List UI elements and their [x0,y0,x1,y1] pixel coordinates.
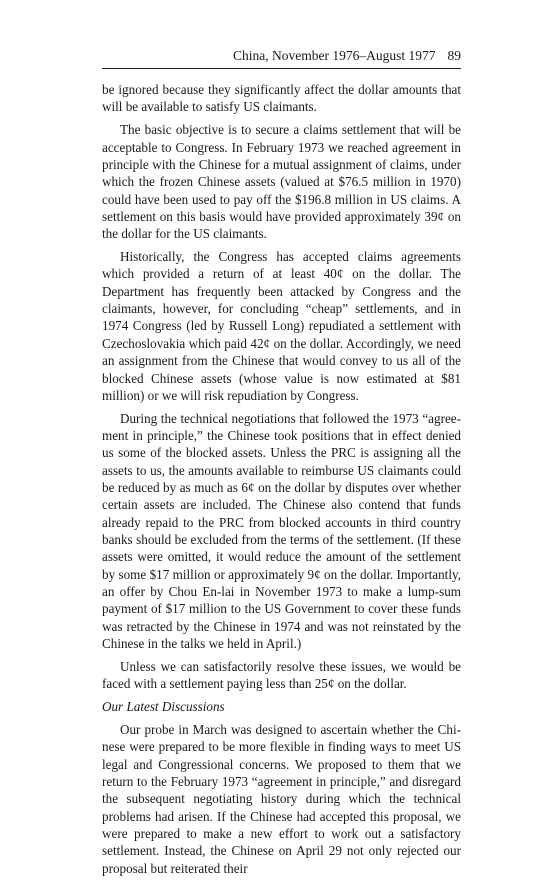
running-title: China, November 1976–August 1977 [233,48,436,63]
paragraph-our-probe: Our probe in March was designed to ascertain whether the Chinese were prepared to be more flexible in finding ways to meet US legal and Congressional concerns. We proposed to them that we return to the February 1973 “agreement in principle,” and disregard the subsequent negotiating history during which the technical problems had arisen. If the Chinese had accepted this proposal, we were prepared to make a new effort to work out a satisfactory settlement. Instead, the Chinese on April 29 not only rejected our proposal but reiterated their [102,722,461,876]
section-heading: Our Latest Discussions [102,699,225,715]
paragraph-technical-negotiations: During the technical negotiations that followed the 1973 “agreement in principle,” the Chinese took positions that in effect denied us some of the blocked assets. Unless the PRC is assigning all the assets to us, the amounts available to reimburse US claimants could be reduced by as much as 6¢ on the dollar by disputes over whether certain assets are included. The Chinese also contend that funds already repaid to the PRC from blocked accounts in third country banks should be excluded from the terms of the settlement. (If these assets were omitted, it would reduce the amount of the settlement by some $17 million or approximately 9¢ on the dollar. Importantly, an offer by Chou En-lai in November 1973 to make a lump-sum payment of $17 million to the US Government to cover these funds was retracted by the Chinese in 1974 and was not reinstated by the Chinese in the talks we held in April.) [102,410,461,652]
paragraph-basic-objective: The basic objective is to secure a claims settlement that will be acceptable to Congress. In February 1973 we reached agreement in principle with the Chinese for a mutual assignment of claims, under which the frozen Chinese assets (valued at $76.5 million in 1970) could have been used to pay off the $196.8 million in US claims. A settlement on this basis would have provided approximately 39¢ on the dollar for the US claimants. [102,122,461,242]
paragraph-continued: be ignored because they significantly affect the dollar amounts that will be available to satisfy US claimants. [102,82,461,115]
running-header [102,48,461,68]
paragraph-historically: Historically, the Congress has accepted claims agreements which provided a return of at least 40¢ on the dollar. The Department has frequently been attacked by Congress and the claimants, however, for concluding “cheap” settlements, and in 1974 Congress (led by Russell Long) repudiated a settlement with Czechoslovakia which paid 42¢ on the dollar. Accordingly, we need an assignment from the Chinese that would convey to us all of the blocked Chinese assets (whose value is now estimated at $81 million) or we will risk repudiation by Congress. [102,249,461,403]
paragraph-unless-resolve: Unless we can satisfactorily resolve these issues, we would be faced with a settlement paying less than 25¢ on the dollar. [102,659,461,692]
page-number: 89 [447,48,461,63]
body-text [102,81,461,883]
header-rule [102,68,461,69]
